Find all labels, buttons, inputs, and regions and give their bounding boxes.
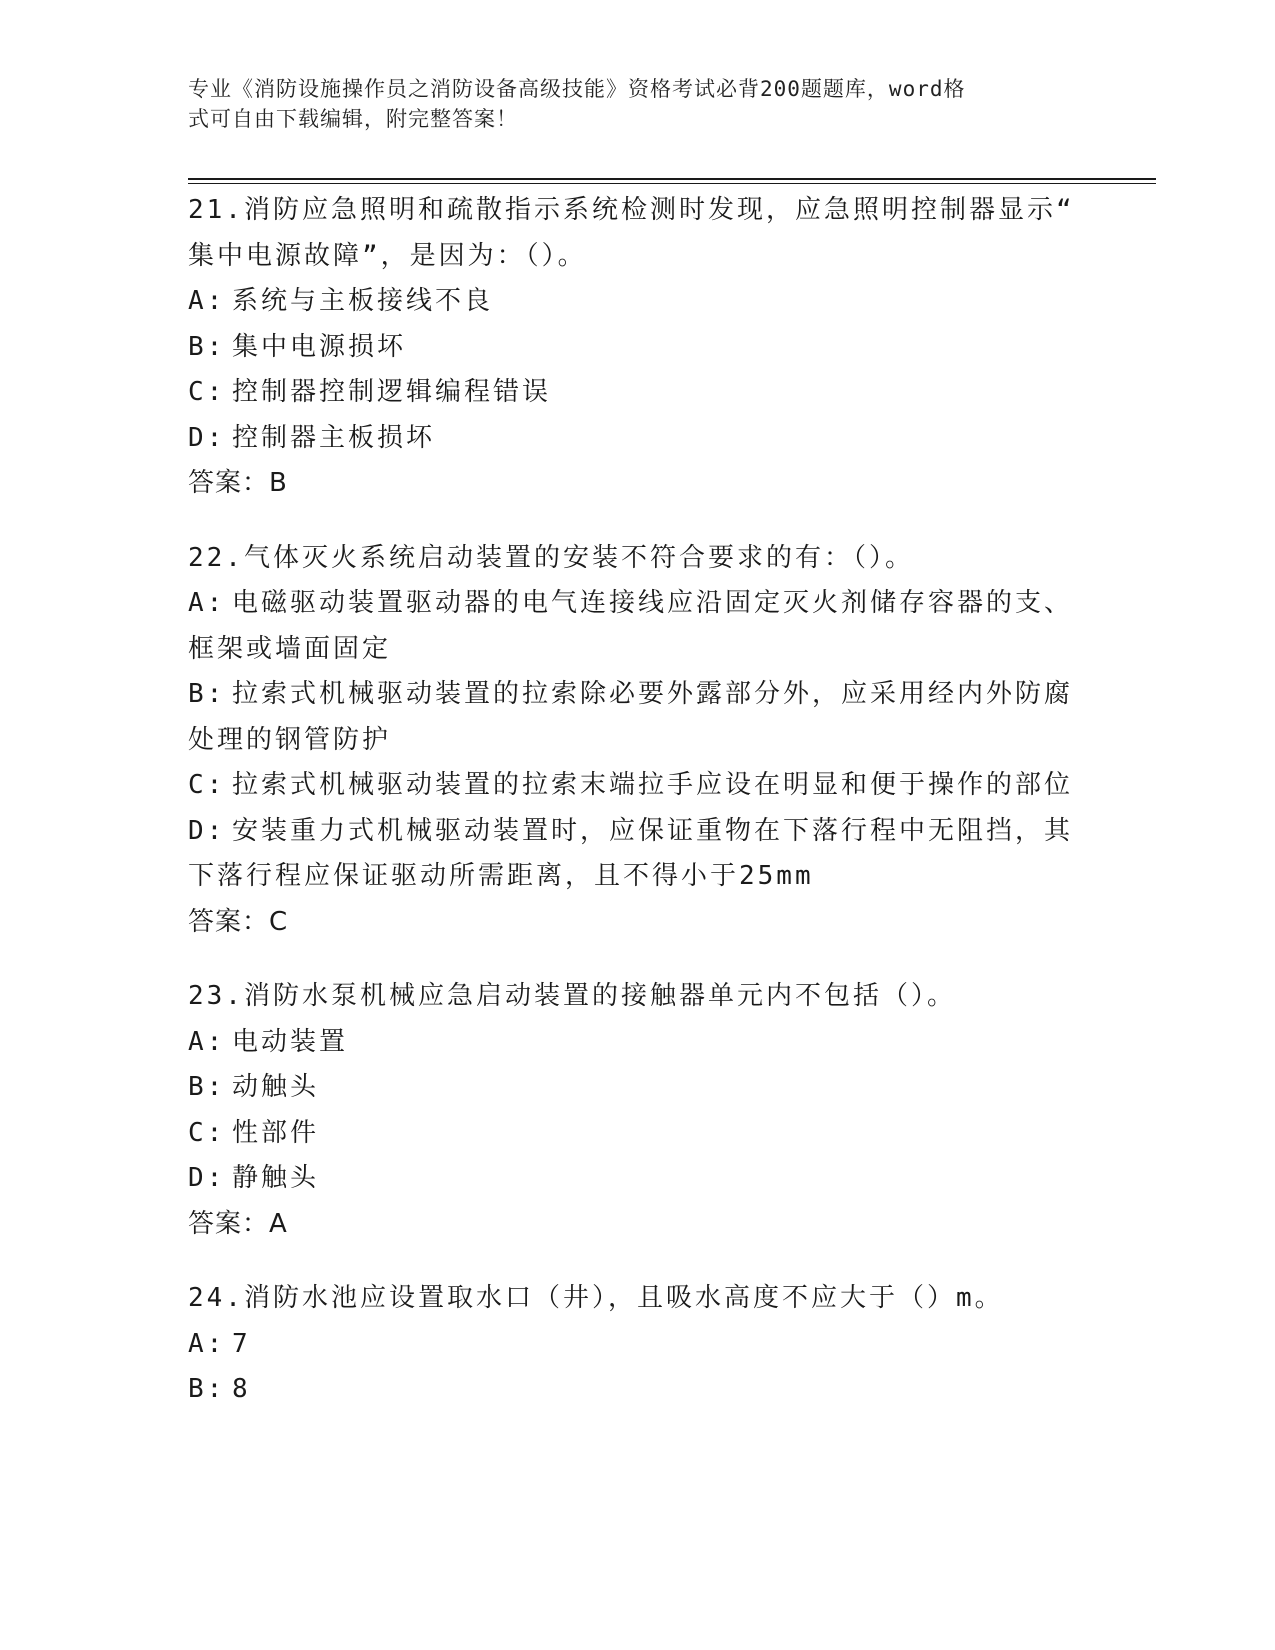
option-line	[188, 279, 1088, 325]
header-line-1: 专业《消防设施操作员之消防设备高级技能》资格考试必背200题题库，word格	[188, 77, 966, 101]
document-header	[188, 74, 1068, 134]
option-text: 控制器主板损坏	[232, 422, 436, 453]
option-key: B:	[188, 679, 226, 709]
answer-line: 答案：B	[188, 468, 288, 498]
option-line	[188, 1156, 1088, 1202]
option-line	[188, 718, 1088, 764]
option-key: C:	[188, 1117, 226, 1148]
option-line	[188, 809, 1088, 855]
question-text: 24.消防水池应设置取水口（井），且吸水高度不应大于（）m。	[188, 1283, 1004, 1313]
option-line	[188, 325, 1088, 371]
option-key: B:	[188, 1374, 226, 1404]
option-line	[188, 416, 1088, 462]
option-text: 控制器控制逻辑编程错误	[232, 377, 552, 407]
question-text: 22.气体灭火系统启动装置的安装不符合要求的有：（）。	[188, 542, 914, 573]
question-block	[188, 974, 1088, 1247]
option-text: 电磁驱动装置驱动器的电气连接线应沿固定灭火剂储存容器的支、	[232, 588, 1074, 618]
option-key: A:	[188, 1026, 226, 1057]
option-key: A:	[188, 1328, 226, 1359]
option-text: 安装重力式机械驱动装置时，应保证重物在下落行程中无阻挡，其	[232, 815, 1074, 846]
option-text: 7	[232, 1328, 251, 1359]
question-text: 23.消防水泵机械应急启动装置的接触器单元内不包括（）。	[188, 981, 956, 1011]
option-line	[188, 1020, 1088, 1066]
option-line	[188, 627, 1088, 673]
option-line	[188, 1065, 1088, 1111]
option-text: 集中电源损坏	[232, 331, 407, 362]
option-text: 系统与主板接线不良	[232, 286, 494, 316]
option-text: 静触头	[232, 1163, 320, 1193]
option-key: A:	[188, 286, 226, 316]
option-line	[188, 581, 1088, 627]
option-line	[188, 1367, 1088, 1413]
option-text: 处理的钢管防护	[188, 724, 392, 755]
header-divider-thin	[188, 183, 1156, 184]
header-divider-thick	[188, 178, 1156, 180]
option-text: 拉索式机械驱动装置的拉索末端拉手应设在明显和便于操作的部位	[232, 770, 1074, 800]
option-text: 动触头	[232, 1072, 320, 1102]
option-text: 8	[232, 1374, 251, 1404]
option-text: 拉索式机械驱动装置的拉索除必要外露部分外，应采用经内外防腐	[232, 679, 1074, 709]
option-key: C:	[188, 770, 226, 800]
question-block	[188, 188, 1088, 507]
option-key: D:	[188, 422, 226, 453]
option-line	[188, 1111, 1088, 1157]
question-block	[188, 1276, 1088, 1413]
option-key: D:	[188, 1163, 226, 1193]
option-key: D:	[188, 815, 226, 846]
question-text: 21.消防应急照明和疏散指示系统检测时发现，应急照明控制器显示“	[188, 195, 1075, 225]
option-key: B:	[188, 1072, 226, 1102]
option-text: 框架或墙面固定	[188, 633, 392, 664]
option-key: B:	[188, 331, 226, 362]
option-line	[188, 854, 1088, 900]
option-key: A:	[188, 588, 226, 618]
question-block	[188, 536, 1088, 946]
answer-line: 答案：A	[188, 1208, 288, 1239]
option-text: 性部件	[232, 1117, 320, 1148]
answer-line: 答案：C	[188, 906, 289, 937]
option-line	[188, 672, 1088, 718]
header-line-2: 式可自由下载编辑，附完整答案！	[188, 107, 518, 131]
option-text: 电动装置	[232, 1026, 349, 1057]
question-list	[188, 188, 1088, 1442]
option-key: C:	[188, 377, 226, 407]
option-line	[188, 1322, 1088, 1368]
option-text: 下落行程应保证驱动所需距离，且不得小于25mm	[188, 861, 814, 891]
option-line	[188, 763, 1088, 809]
option-line	[188, 370, 1088, 416]
question-text: 集中电源故障”，是因为：（）。	[188, 240, 587, 271]
